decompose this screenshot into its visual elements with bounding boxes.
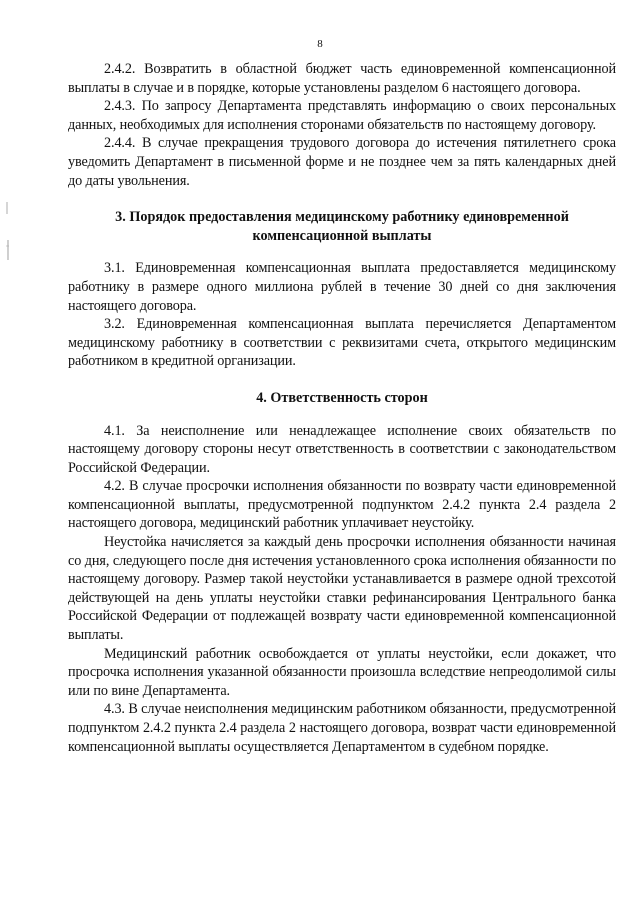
paragraph-3-1: 3.1. Единовременная компенсационная выплата предоставляется медицинскому работнику в размере одного миллиона рублей в течение 30 дней со дня заключения настоящего договора. bbox=[68, 260, 616, 314]
paragraph-2-4-2: 2.4.2. Возвратить в областной бюджет часть единовременной компенсационной выплаты в случае и в порядке, которые установлены разделом 6 настоящего договора. bbox=[68, 61, 616, 96]
page-number: 8 bbox=[317, 38, 323, 50]
paragraph-2-4-4: 2.4.4. В случае прекращения трудового договора до истечения пятилетнего срока уведомить Департамент в письменной форме и не позднее чем за пять календарных дней до даты увольнения. bbox=[68, 135, 616, 189]
paragraph-4-3: 4.3. В случае неисполнения медицинским работником обязанности, предусмотренной подпунктом 2.4.2 пункта 2.4 раздела 2 настоящего договора, возврат части единовременной компенсационной выплаты осуществляется Департаментом в судебном порядке. bbox=[68, 701, 616, 755]
section-4-heading: 4. Ответственность сторон bbox=[256, 389, 428, 406]
paragraph-4-2: 4.2. В случае просрочки исполнения обязанности по возврату части единовременной компенсационной выплаты, предусмотренной подпунктом 2.4.2 пункта 2.4 раздела 2 настоящего договора, медицинский работник уплачивает неустойку. bbox=[68, 478, 616, 532]
margin-scan-marks bbox=[4, 200, 12, 270]
section-3-heading: 3. Порядок предоставления медицинскому работнику единовременной компенсационной выплаты bbox=[115, 209, 569, 244]
paragraph-penalty-exemption: Медицинский работник освобождается от уплаты неустойки, если докажет, что просрочка исполнения указанной обязанности произошла вследствие непреодолимой силы или по вине Департамента. bbox=[68, 645, 616, 699]
paragraph-3-2: 3.2. Единовременная компенсационная выплата перечисляется Департаментом медицинскому работнику в соответствии с реквизитами счета, открытого медицинским работником в кредитной организации. bbox=[68, 316, 616, 370]
document-body bbox=[68, 60, 616, 756]
paragraph-4-1: 4.1. За неисполнение или ненадлежащее исполнение своих обязательств по настоящему договору стороны несут ответственность в соответствии с законодательством Российской Федерации. bbox=[68, 422, 616, 476]
paragraph-2-4-3: 2.4.3. По запросу Департамента представлять информацию о своих персональных данных, необходимых для исполнения сторонами обязательств по настоящему договору. bbox=[68, 98, 616, 133]
paragraph-penalty-accrual: Неустойка начисляется за каждый день просрочки исполнения обязанности начиная со дня, следующего после дня истечения установленного срока исполнения обязанности по настоящему договору. Размер такой неустойки устанавливается в размере одной трехсотой действующей на день уплаты неустойки ставки рефинансирования Центрального банка Российской Федерации от подлежащей возврату части единовременной компенсационной выплаты. bbox=[68, 534, 616, 644]
